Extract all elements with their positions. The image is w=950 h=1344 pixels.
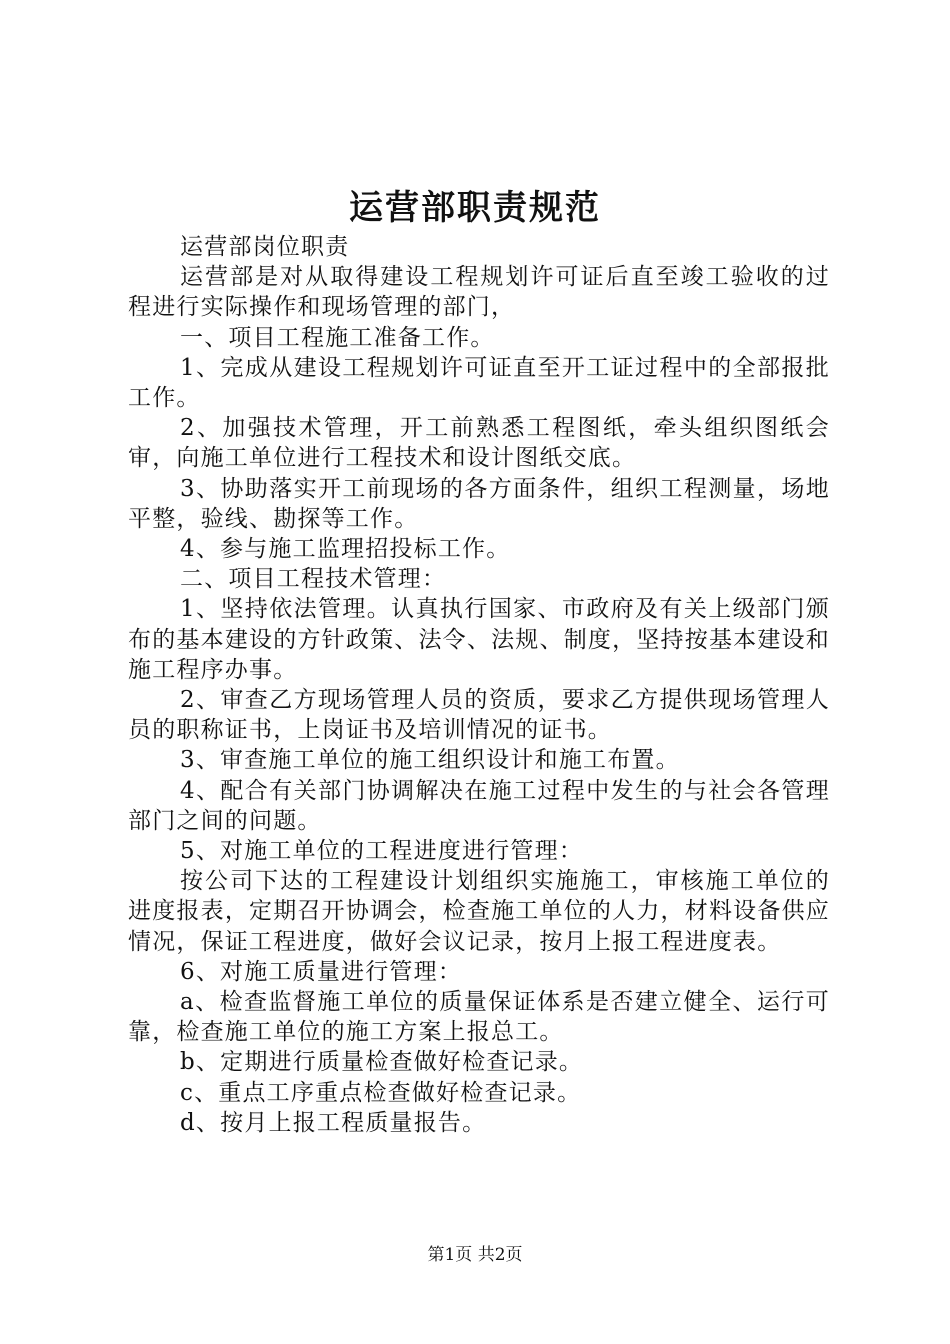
paragraph-quality-item-d: d、按月上报工程质量报告。 bbox=[180, 1109, 487, 1136]
paragraph-progress-detail: 按公司下达的工程建设计划组织实施施工，审核施工单位的进度报表，定期召开协调会，检查施工单位的人力，材料设备供应情况，保证工程进度，做好会议记录，按月上报工程进度表。 bbox=[128, 868, 830, 955]
paragraph-section-heading: 运营部岗位职责 bbox=[180, 234, 350, 260]
paragraph-tech-item-5: 5、对施工单位的工程进度进行管理： bbox=[180, 838, 584, 865]
paragraph-quality-item-b: b、定期进行质量检查做好检查记录。 bbox=[180, 1049, 584, 1076]
paragraph-quality-item-a: a、检查监督施工单位的质量保证体系是否建立健全、运行可靠，检查施工单位的施工方案上报总工。 bbox=[128, 989, 830, 1046]
paragraph-heading-preparation: 一、项目工程施工准备工作。 bbox=[180, 324, 495, 351]
document-body bbox=[128, 232, 830, 1138]
paragraph-tech-item-1: 1、坚持依法管理。认真执行国家、市政府及有关上级部门颁布的基本建设的方针政策、法令、法规、制度，坚持按基本建设和施工程序办事。 bbox=[128, 596, 830, 683]
paragraph-prep-item-2: 2、加强技术管理，开工前熟悉工程图纸，牵头组织图纸会审，向施工单位进行工程技术和设计图纸交底。 bbox=[128, 415, 830, 472]
document-title: 运营部职责规范 bbox=[349, 188, 601, 228]
paragraph-prep-item-4: 4、参与施工监理招投标工作。 bbox=[180, 536, 511, 563]
paragraph-prep-item-3: 3、协助落实开工前现场的各方面条件，组织工程测量，场地平整，验线、勘探等工作。 bbox=[128, 475, 830, 532]
paragraph-quality-item-c: c、重点工序重点检查做好检查记录。 bbox=[180, 1079, 582, 1106]
paragraph-intro: 运营部是对从取得建设工程规划许可证后直至竣工验收的过程进行实际操作和现场管理的部门， bbox=[128, 264, 830, 321]
paragraph-prep-item-1: 1、完成从建设工程规划许可证直至开工证过程中的全部报批工作。 bbox=[128, 354, 830, 412]
page-number-footer: 第1页 共2页 bbox=[427, 1245, 523, 1265]
paragraph-tech-item-2: 2、审查乙方现场管理人员的资质，要求乙方提供现场管理人员的职称证书，上岗证书及培训情况的证书。 bbox=[128, 687, 830, 744]
paragraph-heading-technical: 二、项目工程技术管理： bbox=[180, 566, 447, 593]
paragraph-tech-item-6: 6、对施工质量进行管理： bbox=[180, 958, 463, 985]
paragraph-tech-item-3: 3、审查施工单位的施工组织设计和施工布置。 bbox=[180, 747, 680, 774]
paragraph-tech-item-4: 4、配合有关部门协调解决在施工过程中发生的与社会各管理部门之间的问题。 bbox=[128, 777, 830, 834]
